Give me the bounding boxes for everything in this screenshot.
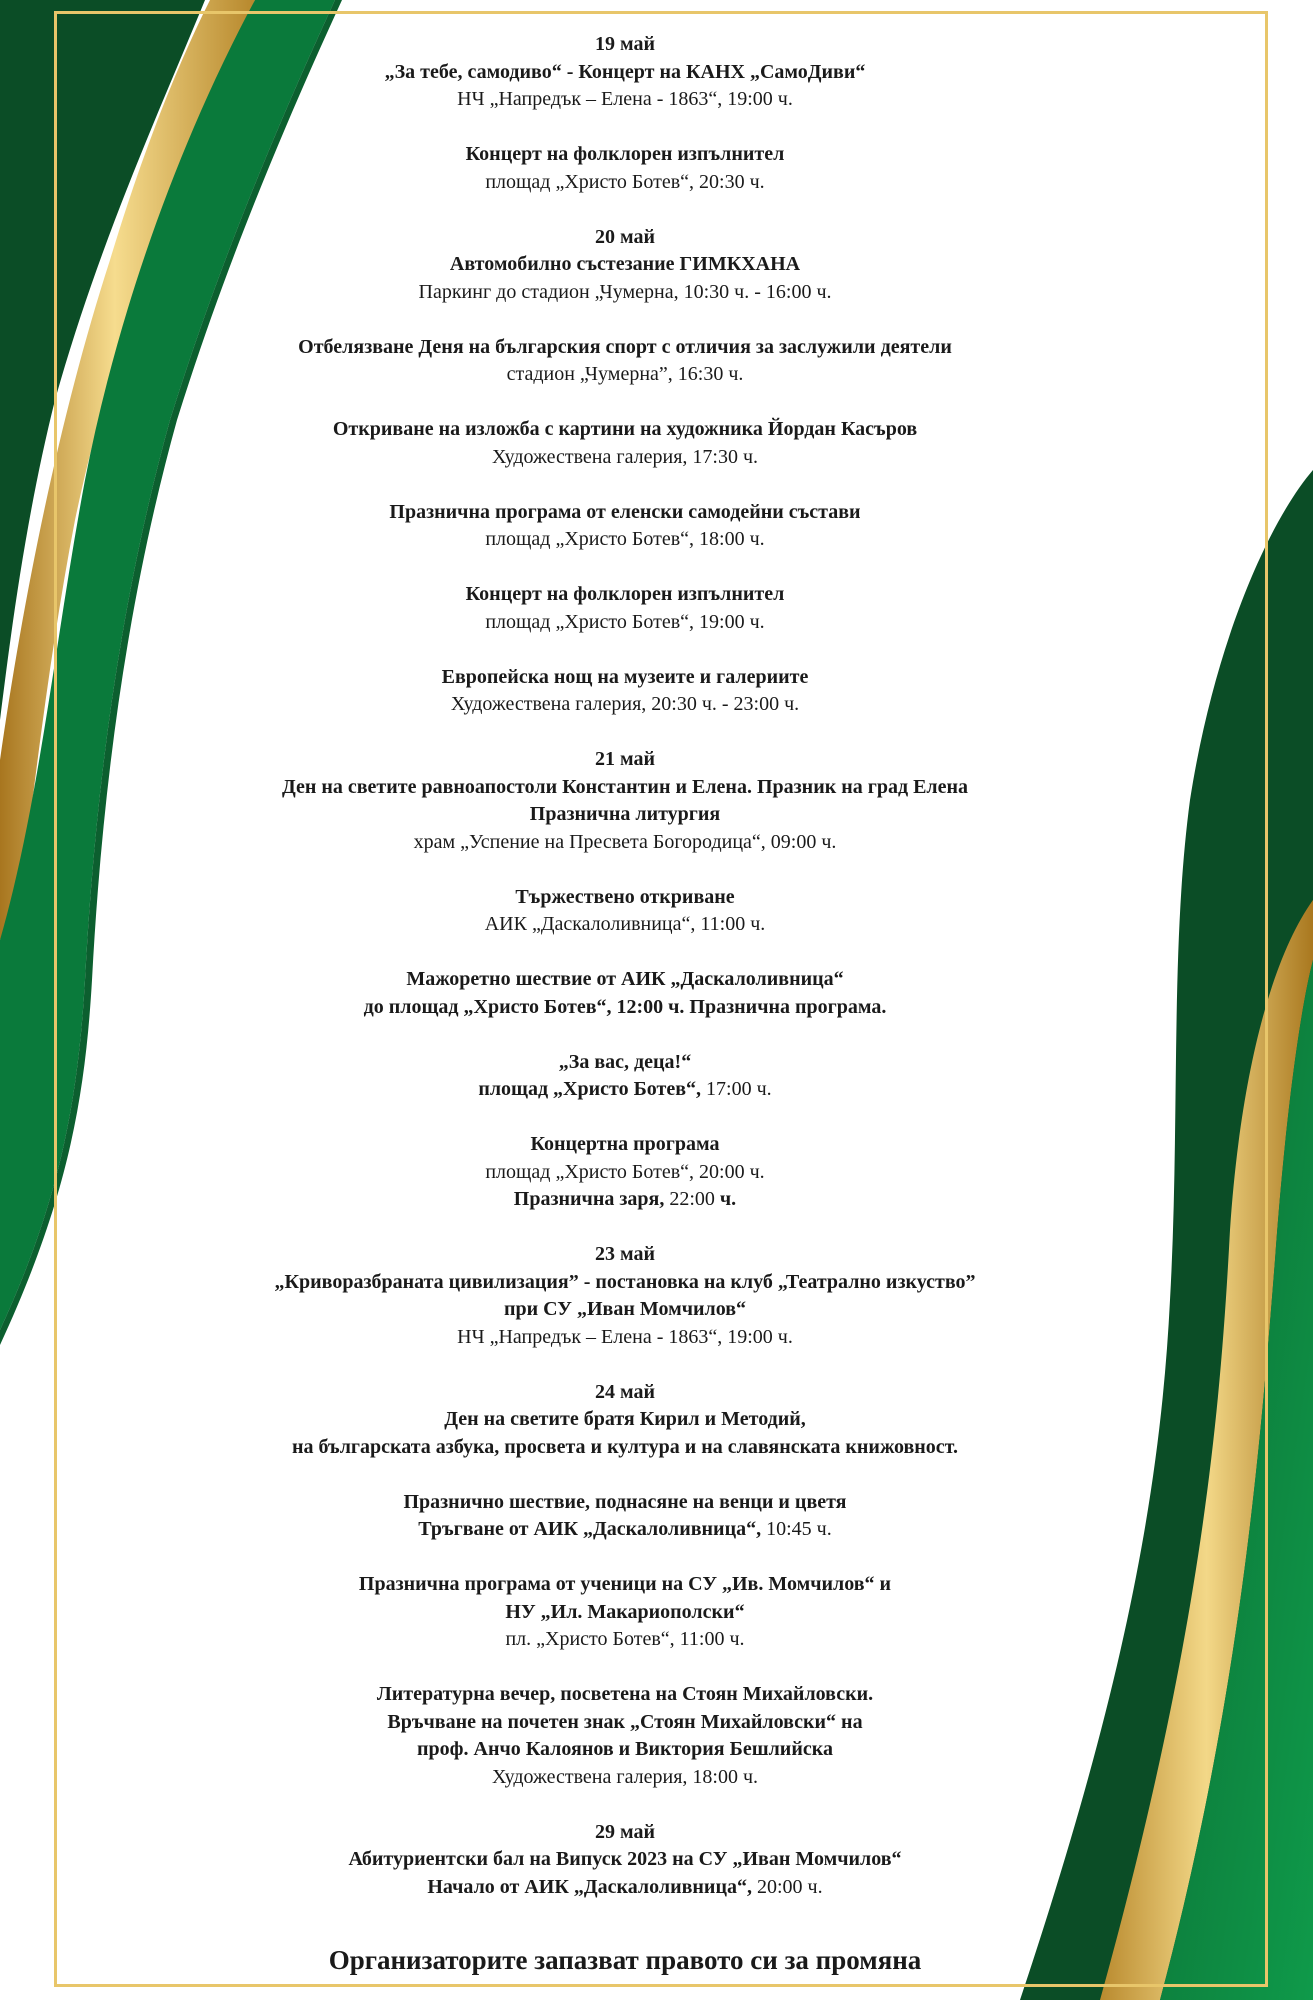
event-line: при СУ „Иван Момчилов“ [503, 1298, 747, 1320]
event-line: 21 май [594, 748, 655, 770]
event-block [200, 141, 1050, 196]
event-block [200, 334, 1050, 389]
event-line-part: 10:45 ч. [761, 1518, 832, 1540]
event-line: проф. Анчо Калоянов и Виктория Бешлийска [417, 1738, 833, 1760]
event-line-part: ч. [719, 1188, 737, 1210]
event-line [200, 1874, 1050, 1902]
event-line: Концерт на фолклорен изпълнител [465, 583, 785, 605]
event-line: площад „Христо Ботев“, 20:00 ч. [485, 1160, 765, 1183]
event-line-part: 17:00 ч. [701, 1078, 772, 1100]
event-line-part: площад „Христо Ботев“, [478, 1078, 702, 1100]
event-block [200, 581, 1050, 636]
event-line-part: Тръгване от АИК „Даскалоливница“, [418, 1518, 762, 1540]
event-line: Празнична програма от ученици на СУ „Ив. Момчилов“ и [358, 1573, 892, 1595]
event-line: площад „Христо Ботев“, 18:00 ч. [485, 528, 765, 550]
event-line: пл. „Христо Ботев“, 11:00 ч. [505, 1628, 745, 1650]
event-block [200, 1131, 1050, 1214]
event-line: 29 май [594, 1820, 655, 1843]
event-line: Художествена галерия, 20:30 ч. - 23:00 ч. [450, 693, 800, 715]
event-block [200, 1049, 1050, 1104]
event-line: 23 май [594, 1243, 655, 1265]
event-line: Концертна програма [530, 1133, 720, 1155]
event-line: Откриване на изложба с картини на художника Йордан Касъров [332, 418, 918, 440]
event-line-part: 20:00 ч. [751, 1875, 823, 1898]
event-schedule [200, 31, 1050, 1929]
event-line: 20 май [594, 225, 655, 248]
event-line: 19 май [594, 33, 655, 55]
event-line: Връчване на почетен знак „Стоян Михайловски“ на [387, 1710, 863, 1733]
event-line: НЧ „Напредък – Елена - 1863“, 19:00 ч. [457, 1325, 793, 1348]
event-line: „За тебе, самодиво“ - Концерт на КАНХ „СамоДиви“ [384, 60, 866, 83]
event-line [200, 1076, 1050, 1104]
event-block [200, 746, 1050, 856]
event-line: АИК „Даскалоливница“, 11:00 ч. [484, 913, 766, 935]
event-block [200, 224, 1050, 307]
event-line: храм „Успение на Пресвета Богородица“, 09:00 ч. [413, 830, 837, 853]
event-line: Празнично шествие, поднасяне на венци и цветя [403, 1490, 847, 1513]
event-line: на българската азбука, просвета и култура и на славянската книжовност. [292, 1435, 958, 1458]
event-line: „За вас, деца!“ [558, 1050, 692, 1073]
event-line: НУ „Ил. Макариополски“ [505, 1600, 745, 1623]
event-line: Паркинг до стадион „Чумерна, 10:30 ч. - 16:00 ч. [418, 280, 832, 303]
event-line: Празнична литургия [529, 803, 721, 825]
event-line: Европейска нощ на музеите и галериите [441, 665, 809, 688]
event-line: Отбелязване Деня на българския спорт с отличия за заслужили деятели [298, 335, 952, 358]
event-line: НЧ „Напредък – Елена - 1863“, 19:00 ч. [457, 88, 793, 110]
event-line [200, 1516, 1050, 1544]
event-block [200, 499, 1050, 554]
event-block [200, 664, 1050, 719]
event-line: Ден на светите равноапостоли Константин и Елена. Празник на град Елена [281, 775, 969, 798]
event-line-part: 22:00 [664, 1188, 720, 1210]
event-block [200, 966, 1050, 1021]
event-line: Концерт на фолклорен изпълнител [465, 143, 785, 165]
event-block [200, 1241, 1050, 1351]
event-block [200, 1489, 1050, 1544]
event-line: 24 май [594, 1380, 655, 1403]
event-line-part: Празнична заря, [513, 1188, 665, 1210]
event-line: Литературна вечер, посветена на Стоян Михайловски. [376, 1683, 874, 1705]
event-block [200, 1379, 1050, 1462]
footer-note: Организаторите запазват правото си за промяна [328, 1945, 922, 1975]
event-line: до площад „Христо Ботев“, 12:00 ч. Празнична програма. [363, 995, 887, 1018]
event-block [200, 31, 1050, 114]
event-line [200, 1186, 1050, 1214]
event-line: Художествена галерия, 17:30 ч. [491, 445, 759, 468]
event-line: Автомобилно състезание ГИМКХАНА [449, 253, 801, 275]
event-line: Ден на светите братя Кирил и Методий, [444, 1408, 806, 1430]
event-block [200, 884, 1050, 939]
event-line: Тържествено откриване [515, 885, 735, 908]
event-line: площад „Христо Ботев“, 19:00 ч. [485, 610, 765, 633]
event-block [200, 1819, 1050, 1902]
event-line: Художествена галерия, 18:00 ч. [491, 1765, 759, 1788]
event-block [200, 1681, 1050, 1791]
event-line: „Криворазбраната цивилизация” - постановка на клуб „Театрално изкуство” [274, 1270, 976, 1293]
event-line: площад „Христо Ботев“, 20:30 ч. [485, 170, 765, 193]
event-line: Празнична програма от еленски самодейни състави [389, 500, 861, 523]
event-line: Абитуриентски бал на Випуск 2023 на СУ „Иван Момчилов“ [348, 1848, 902, 1870]
event-block [200, 416, 1050, 471]
event-block [200, 1571, 1050, 1654]
event-line: Мажоретно шествие от АИК „Даскалоливница“ [406, 968, 844, 990]
event-line-part: Начало от АИК „Даскалоливница“, [427, 1875, 752, 1898]
event-line: стадион „Чумерна”, 16:30 ч. [506, 363, 744, 385]
